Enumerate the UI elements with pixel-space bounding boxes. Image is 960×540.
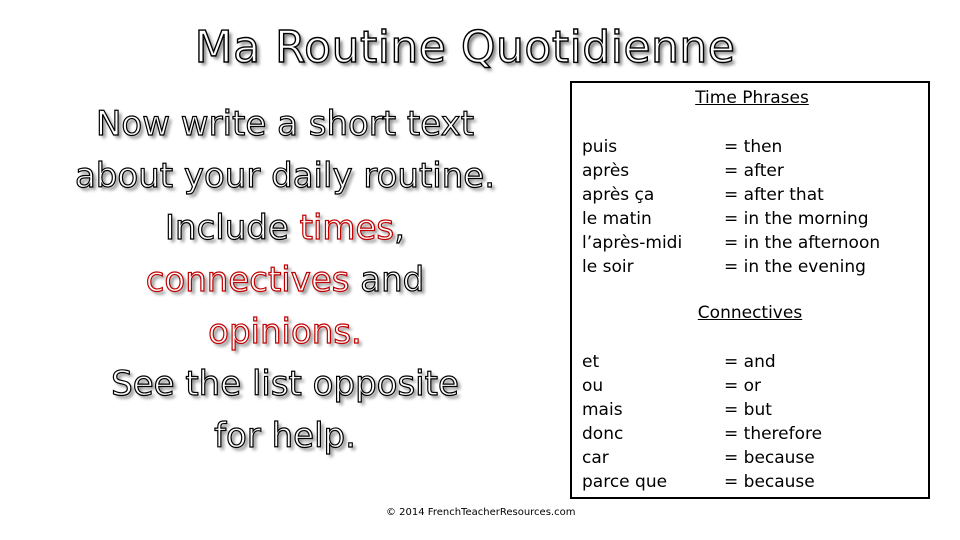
instruction-line-3-suffix: , <box>394 208 405 248</box>
instruction-line-3 <box>30 202 540 254</box>
keyword-opinions: opinions. <box>208 312 362 352</box>
time-phrase-en: = after <box>724 161 784 181</box>
connective-fr: donc <box>582 424 624 444</box>
time-phrases-heading: Time Phrases <box>695 88 809 108</box>
instruction-line-3-prefix: Include <box>165 208 300 248</box>
connectives-french-list <box>582 350 667 494</box>
connective-en: = because <box>724 472 815 492</box>
connective-en: = or <box>724 376 762 396</box>
time-phrases-french-list <box>582 135 682 279</box>
instructions <box>30 98 540 462</box>
connectives-heading: Connectives <box>697 303 803 323</box>
connective-fr: mais <box>582 400 623 420</box>
time-phrases-english-list <box>724 135 880 279</box>
time-phrase-fr: le matin <box>582 209 652 229</box>
instruction-line-1: Now write a short text <box>95 104 475 144</box>
instruction-line-4 <box>30 254 540 306</box>
time-phrase-en: = then <box>724 137 783 157</box>
connective-fr: car <box>582 448 609 468</box>
time-phrase-en: = in the afternoon <box>724 233 881 253</box>
instruction-line-4-suffix: and <box>349 260 425 300</box>
connective-fr: et <box>582 352 600 372</box>
instruction-line-2: about your daily routine. <box>74 156 496 196</box>
time-phrase-fr: puis <box>582 137 618 157</box>
connectives-english-list <box>724 350 822 494</box>
connective-en: = but <box>724 400 772 420</box>
keyword-connectives: connectives <box>145 260 350 300</box>
time-phrase-fr: après ça <box>582 185 655 205</box>
vocabulary-panel <box>570 81 930 499</box>
connective-en: = and <box>724 352 776 372</box>
time-phrase-fr: le soir <box>582 257 634 277</box>
time-phrase-en: = in the morning <box>724 209 869 229</box>
keyword-times: times <box>299 208 395 248</box>
time-phrase-en: = in the evening <box>724 257 866 277</box>
connective-en: = because <box>724 448 815 468</box>
copyright-notice: © 2014 FrenchTeacherResources.com <box>386 507 576 518</box>
connective-fr: parce que <box>582 472 668 492</box>
instruction-line-5 <box>30 306 540 358</box>
time-phrase-fr: après <box>582 161 630 181</box>
instruction-line-7: for help. <box>214 416 356 456</box>
connective-fr: ou <box>582 376 604 396</box>
instruction-line-6: See the list opposite <box>111 364 459 404</box>
time-phrase-fr: l’après-midi <box>582 233 683 253</box>
time-phrase-en: = after that <box>724 185 824 205</box>
connective-en: = therefore <box>724 424 823 444</box>
page-title: Ma Routine Quotidienne <box>194 22 736 73</box>
